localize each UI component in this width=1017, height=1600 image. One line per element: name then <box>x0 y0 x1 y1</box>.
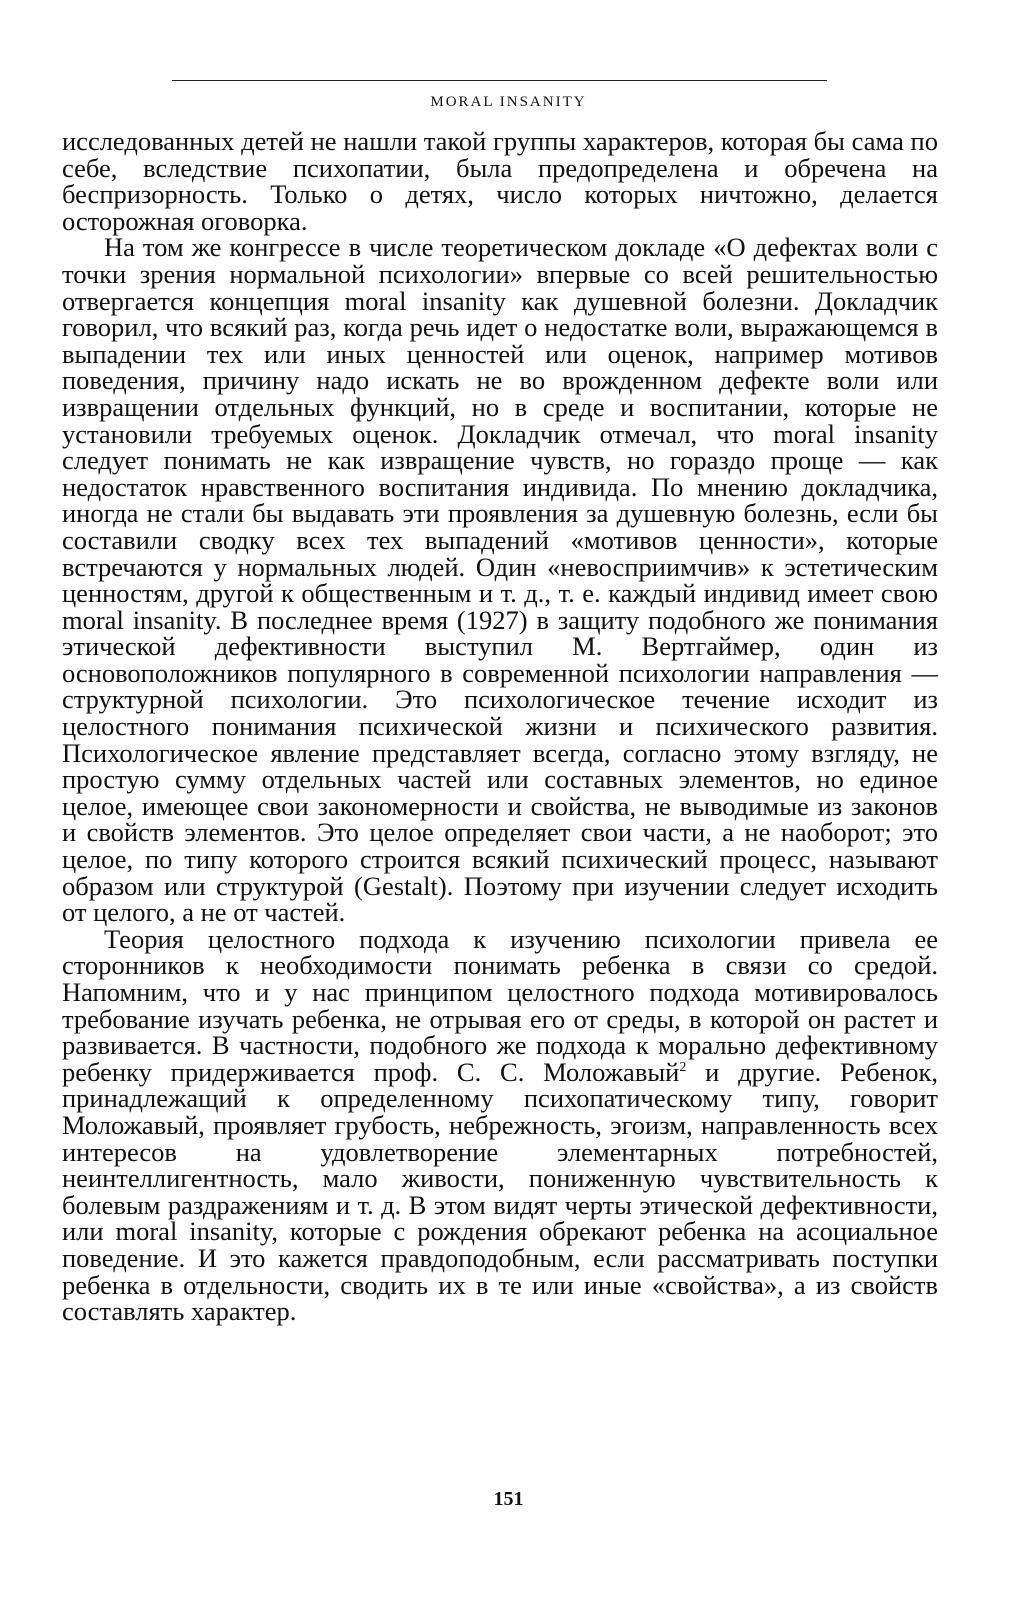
running-head: MORAL INSANITY <box>430 94 587 110</box>
paragraph-3-text: Теория целостного подхода к изучению психологии привела ее сторонников к необходимости понимать ребенка в связи со средой. Напомним, что и у нас принципом целостного подхода мотивировалось требование изучать ребенка, не отрывая его от среды, в которой он растет и развивается. В частности, подобного же подхода к морально дефективному ребенку придерживается проф. С. С. Моложавый <box>62 923 938 1087</box>
paragraph-3 <box>62 923 939 1327</box>
body-text <box>62 128 938 1325</box>
paragraph-1: исследованных детей не нашли такой группы характеров, которая бы сама по себе, вследствие психопатии, была предопределена и обречена на беспризорность. Только о детях, число которых ничтожно, делается осторожная оговорка. <box>62 126 938 236</box>
paragraph-2: На том же конгрессе в числе теоретическом докладе «О дефектах воли с точки зрения нормальной психологии» впервые со всей решительностью отвергается концепция moral insanity как душевной болезни. Докладчик говорил, что всякий раз, когда речь идет о недостатке воли, выражающемся в выпадении тех или иных ценностей или оценок, например мотивов поведения, причину надо искать не во врожденном дефекте воли или извращении отдельных функций, но в среде и воспитании, которые не установили требуемых оценок. Докладчик отмечал, что moral insanity следует понимать не как извращение чувств, но гораздо проще — как недостаток нравственного воспитания индивида. По мнению докладчика, иногда не стали бы выдавать эти проявления за душевную болезнь, если бы составили сводку всех тех выпадений «мотивов ценности», которые встречаются у нормальных людей. Один «невосприимчив» к эстетическим ценностям, другой к общественным и т. д., т. е. каждый индивид имеет свою moral insanity. В последнее время (1927) в защиту подобного же понимания этической дефективности выступил М. Вертгаймер, один из основоположников популярного в современной психологии направления — структурной психологии. Это психологическое течение исходит из целостного понимания психической жизни и психического развития. Психологическое явление представляет всегда, согласно этому взгляду, не простую сумму отдельных частей или составных элементов, но единое целое, имеющее свои закономерности и свойства, не выводимые из законов и свойств элементов. Это целое определяет свои части, а не наоборот; это целое, по типу которого строится всякий психический процесс, называют образом или структурой (Gestalt). Поэтому при изучении следует исходить от целого, а не от частей. <box>62 232 938 928</box>
page-number: 151 <box>493 1488 524 1510</box>
paragraph-3-continuation: и другие. Ребенок, принадлежащий к определенному психопатическому типу, говорит Моложавый, проявляет грубость, небрежность, эгоизм, направленность всех интересов на удовлетворение элементарных потребностей, неинтеллигентность, мало живости, пониженную чувствительность к болевым раздражениям и т. д. В этом видят черты этической дефективности, или moral insanity, которые с рождения обрекают ребенка на асоциальное поведение. И это кажется правдоподобным, если рассматривать поступки ребенка в отдельности, сводить их в те или иные «свойства», а из свойств составлять характер. <box>62 1056 939 1327</box>
header-rule <box>172 80 827 81</box>
footnote-reference[interactable]: 2 <box>679 1059 687 1075</box>
